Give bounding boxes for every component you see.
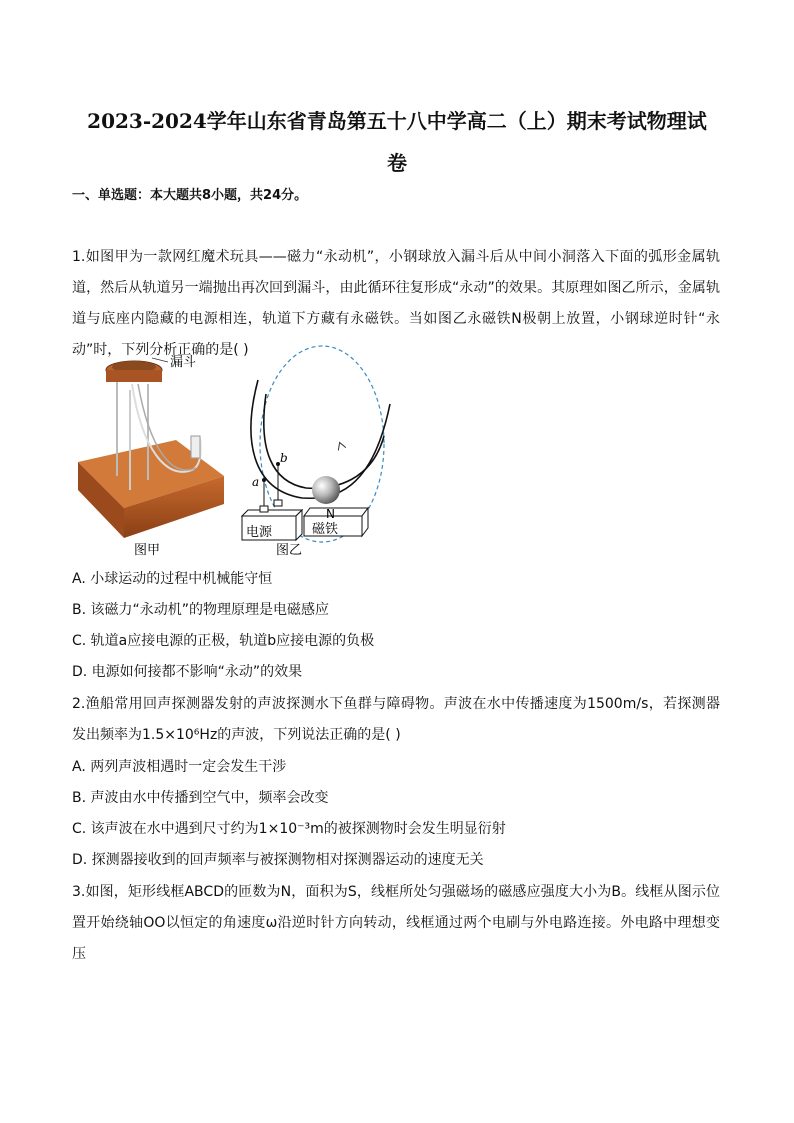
track-end <box>191 436 200 458</box>
q1-option-b: B. 该磁力“永动机”的物理原理是电磁感应 <box>72 602 330 618</box>
schematic <box>242 346 390 542</box>
track-b <box>264 394 384 488</box>
question-3-stem: 3.如图，矩形线框ABCD的匝数为N，面积为S，线框所处匀强磁场的磁感应强度大小为B。线框从图示位置开始绕轴OO以恒定的角速度ω沿逆时针方向转动，线框通过两个电刷与外电路连接。外电路中理想变压 <box>72 884 720 962</box>
section-heading: 一、单选题：本大题共8小题，共24分。 <box>72 188 308 203</box>
steel-ball <box>312 476 340 504</box>
title-line-1: 2023-2024学年山东省青岛第五十八中学高二（上）期末考试物理试 <box>87 109 707 133</box>
q1-option-d: D. 电源如何接都不影响“永动”的效果 <box>72 664 303 680</box>
question-2-stem: 2.渔船常用回声探测器发射的声波探测水下鱼群与障碍物。声波在水中传播速度为1500m/s，若探测器发出频率为1.5×10⁶Hz的声波，下列说法正确的是( ) <box>72 696 720 743</box>
q2-option-d: D. 探测器接收到的回声频率与被探测物相对探测器运动的速度无关 <box>72 852 484 868</box>
q2-option-c: C. 该声波在水中遇到尺寸约为1×10⁻³m的被探测物时会发生明显衍射 <box>72 821 506 837</box>
q1-option-c: C. 轨道a应接电源的正极，轨道b应接电源的负极 <box>72 633 375 649</box>
magnet-label: 磁铁 <box>312 522 339 537</box>
magnet-box-top <box>304 508 368 516</box>
exam-title <box>60 100 734 184</box>
question-1-stem: 1.如图甲为一款网红魔术玩具——磁力“永动机”，小钢球放入漏斗后从中间小洞落入下面的弧形金属轨道，然后从轨道另一端抛出再次回到漏斗，由此循环往复形成“永动”的效果。其原理如图乙所示，金属轨道与底座内隐藏的电源相连，轨道下方藏有永磁铁。当如图乙永磁铁N极朝上放置，小钢球逆时针“永动”时，下列分析正确的是( ) <box>72 249 720 358</box>
power-label: 电源 <box>246 525 273 540</box>
figure-a-caption: 图甲 <box>134 543 161 558</box>
node-a <box>262 478 266 482</box>
power-box-side <box>296 510 302 540</box>
label-b: b <box>280 451 288 465</box>
terminal-a <box>260 506 268 512</box>
n-pole-label: N <box>326 507 335 521</box>
q1-option-a: A. 小球运动的过程中机械能守恒 <box>72 571 273 587</box>
figure-b-caption: 图乙 <box>276 543 303 558</box>
power-box-top <box>242 510 302 516</box>
label-a: a <box>252 475 260 489</box>
question-1-figure <box>72 340 412 565</box>
figure-svg <box>72 340 412 565</box>
direction-arrow <box>336 441 346 450</box>
label-pointer <box>152 358 168 362</box>
q2-option-a: A. 两列声波相遇时一定会发生干涉 <box>72 759 287 775</box>
terminal-b <box>274 500 282 506</box>
q2-option-b: B. 声波由水中传播到空气中，频率会改变 <box>72 790 329 806</box>
title-line-2: 卷 <box>387 151 407 175</box>
funnel-label: 漏斗 <box>170 355 197 370</box>
toy-photo <box>78 354 224 538</box>
funnel-body <box>106 370 162 382</box>
